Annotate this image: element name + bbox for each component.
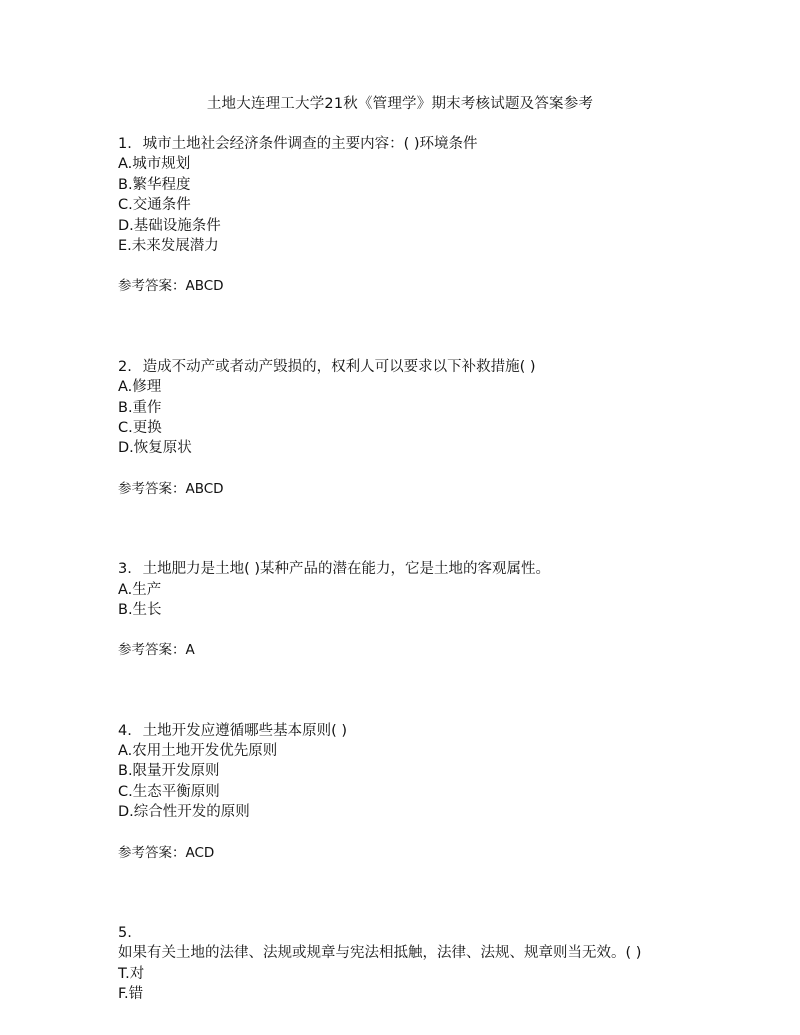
- option-c: C.更换: [118, 419, 162, 436]
- option-b: B.重作: [118, 399, 162, 416]
- option-c: C.交通条件: [118, 197, 191, 214]
- option-t: T.对: [118, 965, 145, 982]
- option-a: A.城市规划: [118, 156, 191, 173]
- question-number: 1.: [118, 136, 132, 152]
- question-number: 2.: [118, 358, 132, 375]
- answer-label: 参考答案：: [118, 278, 186, 295]
- option-c: C.生态平衡原则: [118, 783, 220, 800]
- answer-value: A: [185, 642, 195, 659]
- option-e: E.未来发展潜力: [118, 237, 219, 254]
- question-2: [118, 357, 678, 499]
- option-d: D.综合性开发的原则: [118, 804, 250, 821]
- question-text: 城市土地社会经济条件调查的主要内容：( )环境条件: [142, 136, 478, 152]
- answer-label: 参考答案：: [118, 480, 186, 497]
- option-b: B.限量开发原则: [118, 763, 220, 780]
- question-text: 土地肥力是土地( )某种产品的潜在能力，它是土地的客观属性。: [142, 561, 551, 578]
- question-1: [118, 134, 678, 297]
- option-b: B.生长: [118, 601, 162, 618]
- question-4: [118, 721, 678, 863]
- question-text: 土地开发应遵循哪些基本原则( ): [142, 722, 348, 739]
- answer-label: 参考答案：: [118, 844, 186, 861]
- option-a: A.修理: [118, 379, 162, 396]
- option-d: D.基础设施条件: [118, 217, 221, 234]
- question-3: [118, 559, 678, 661]
- option-b: B.繁华程度: [118, 176, 191, 193]
- question-number: 5.: [118, 925, 132, 942]
- answer-value: ABCD: [185, 480, 224, 497]
- answer-label: 参考答案：: [118, 642, 186, 659]
- answer-value: ACD: [185, 844, 215, 861]
- option-d: D.恢复原状: [118, 440, 192, 457]
- question-number: 4.: [118, 722, 132, 739]
- answer-row: [118, 843, 678, 863]
- question-list: [118, 134, 678, 1005]
- option-a: A.生产: [118, 581, 162, 598]
- document-title: 土地大连理工大学21秋《管理学》期末考核试题及答案参考: [206, 96, 594, 112]
- question-text: 造成不动产或者动产毁损的，权利人可以要求以下补救措施( ): [142, 358, 536, 375]
- answer-value: ABCD: [185, 278, 224, 295]
- answer-row: [118, 276, 678, 296]
- answer-row: [118, 479, 678, 499]
- question-5: [118, 923, 678, 1005]
- option-f: F.错: [118, 986, 144, 1003]
- answer-row: [118, 640, 678, 660]
- question-text: 如果有关土地的法律、法规或规章与宪法相抵触，法律、法规、规章则当无效。( ): [118, 945, 642, 962]
- question-number: 3.: [118, 561, 132, 578]
- option-a: A.农用土地开发优先原则: [118, 743, 278, 760]
